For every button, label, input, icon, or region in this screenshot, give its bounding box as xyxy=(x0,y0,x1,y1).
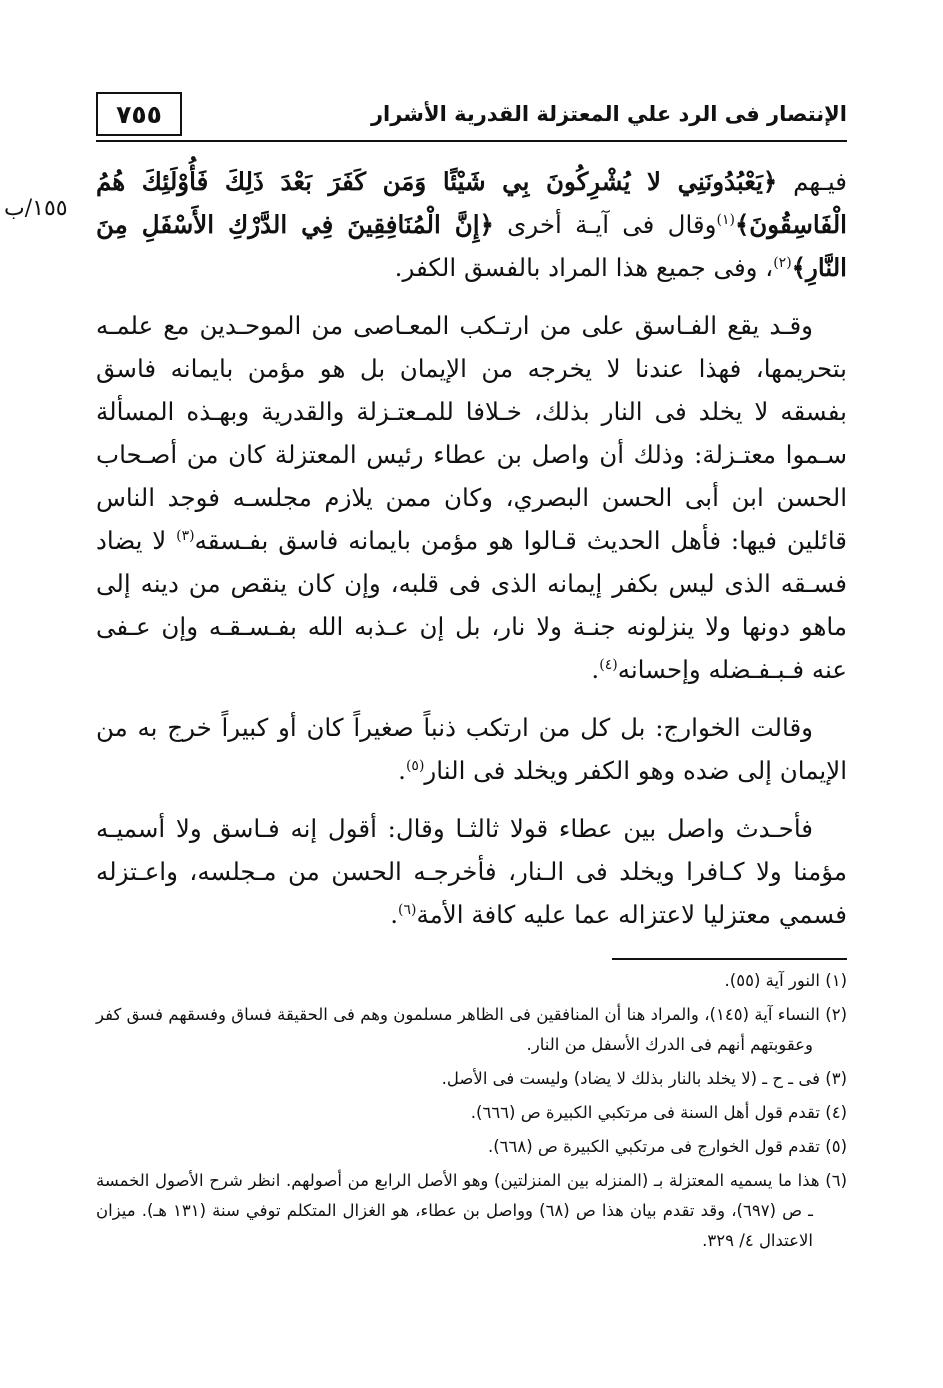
paragraph-text: فأحـدث واصل بين عطاء قولا ثالثـا وقال: أقول إنه فـاسق ولا أسميـه مؤمنا ولا كـافرا ويخلد فى الـنار، فأخرجـه الحسن من مـجلسه، واعـتزله فسمي معتزليا لاعتزاله عما عليه كافة الأمة xyxy=(96,814,847,929)
footnotes xyxy=(96,966,847,1260)
quran-verse: ﴿يَعْبُدُونَنِي لا يُشْرِكُونَ بِي شَيْئًا وَمَن كَفَرَ بَعْدَ ذَلِكَ فَأُوْلَئِكَ هُمُ الْفَاسِقُونَ﴾ xyxy=(96,167,847,239)
footnote-3: (٣) فى ـ ح ـ (لا يخلد بالنار بذلك لا يضاد) وليست فى الأصل. xyxy=(441,1069,847,1088)
paragraph-text: لا يضاد فسـقه الذى ليس بكفر إيمانه الذى فى قلبه، وإن كان ينقص من دينه إلى ماهو دونها ولا ينزلونه جنـة ولا نار، بل إن عـذبه الله بفـسـقـه وإن عـفى عنه فـبـفـضله وإحسانه xyxy=(96,526,847,684)
footnote-ref: (٣) xyxy=(176,527,195,544)
paragraph-text: . xyxy=(398,756,406,785)
paragraph-2 xyxy=(96,304,847,691)
paragraph-text: وقالت الخوارج: بل كل من ارتكب ذنباً صغيراً كان أو كبيراً خرج به من الإيمان إلى ضده وهو الكفر ويخلد فى النار xyxy=(96,713,847,785)
paragraph-text: ، وفى جميع هذا المراد بالفسق الكفر. xyxy=(394,253,774,282)
paragraph-text: . xyxy=(591,655,600,684)
footnote-ref: (٢) xyxy=(773,254,792,271)
paragraph-1 xyxy=(96,160,847,289)
footnote-ref: (٦) xyxy=(398,901,417,918)
footnote-2: (٢) النساء آية (١٤٥)، والمراد هنا أن المنافقين فى الظاهر مسلمون وهم فى الحقيقة فساق وفسقهم فسق كفر وعقوبتهم أنهم فى الدرك الأسفل من النار. xyxy=(96,1005,847,1054)
paragraph-4 xyxy=(96,807,847,936)
footnote-divider xyxy=(612,958,847,960)
footnote-ref: (١) xyxy=(716,211,735,228)
manuscript-folio-note: ١٥٥/ب xyxy=(4,196,68,221)
footnote-5: (٥) تقدم قول الخوارج فى مرتكبي الكبيرة ص (٦٦٨). xyxy=(487,1137,847,1156)
footnote-4: (٤) تقدم قول أهل السنة فى مرتكبي الكبيرة ص (٦٦٦). xyxy=(470,1103,847,1122)
footnote-ref: (٤) xyxy=(599,656,618,673)
paragraph-text: فيـهم xyxy=(777,167,847,196)
paragraph-3 xyxy=(96,706,847,792)
page-number: ٧٥٥ xyxy=(96,92,182,136)
paragraph-text: وقال فى آيـة أخرى xyxy=(493,210,717,239)
running-title: الإنتصار فى الرد علي المعتزلة القدرية الأشرار xyxy=(370,102,847,126)
quran-verse: ﴿إِنَّ الْمُنَافِقِينَ فِي الدَّرْكِ الأَسْفَلِ مِنَ النَّارِ﴾ xyxy=(96,210,847,282)
footnote-1: (١) النور آية (٥٥). xyxy=(724,971,847,990)
paragraph-text: . xyxy=(390,900,399,929)
footnote-6: (٦) هذا ما يسميه المعتزلة بـ (المنزله بين المنزلتين) وهو الأصل الرابع من أصولهم. انظر شرح الأصول الخمسة ـ ص (٦٩٧)، وقد تقدم بيان هذا ص (٦٨) وواصل بن عطاء، هو الغزال المتكلم توفي سنة (١٣١ هـ). ميزان الاعتدال ٤/ ٣٢٩. xyxy=(96,1171,847,1250)
main-text xyxy=(96,160,847,951)
footnote-ref: (٥) xyxy=(405,757,425,774)
header-divider xyxy=(96,140,847,142)
paragraph-text: وقـد يقع الفـاسق على من ارتـكب المعـاصى من الموحـدين مع علمـه بتحريمها، فهذا عندنا لا يخرجه من الإيمان بل هو مؤمن بايمانه فاسق بفسقه لا يخلد فى النار بذلك، خـلافا للمـعتـزلة والقدرية وبهـذه المسألة سـموا معتـزلة: وذلك أن واصل بن عطاء رئيس المعتزلة كان من أصـحاب الحسن ابن أبى الحسن البصري، وكان ممن يلازم مجلسـه فوجد الناس قائلين فيها: فأهل الحديث قـالوا هو مؤمن بايمانه فاسق بفـسقه xyxy=(96,311,847,555)
